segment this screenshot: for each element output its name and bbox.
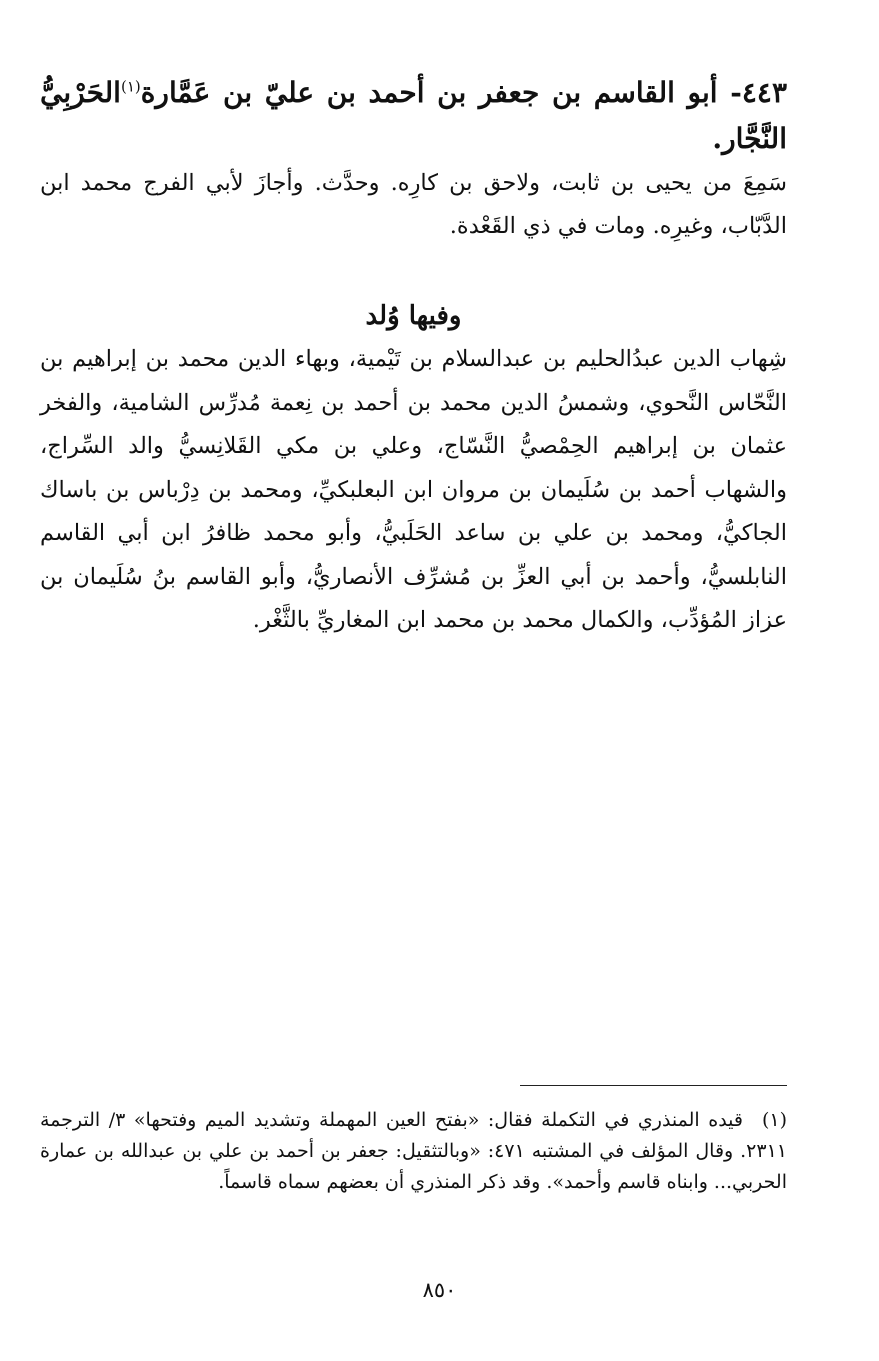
- section-title: وفيها وُلد: [365, 301, 462, 331]
- entry-body: سَمِعَ من يحيى بن ثابت، ولاحق بن كارِه. وحدَّث. وأجازَ لأبي الفرج محمد ابن الدَّبّاب، وغيرِه. ومات في ذي القَعْدة.: [40, 170, 787, 239]
- page-number: ٨٥٠: [422, 1278, 457, 1302]
- footnote-reference[interactable]: (١): [120, 77, 141, 96]
- section-body: شِهاب الدين عبدُالحليم بن عبدالسلام بن تَيْمية، وبهاء الدين محمد بن إبراهيم بن النَّحّاس النَّحوي، وشمسُ الدين محمد بن أحمد بن نِعمة مُدرِّس الشامية، والفخر عثمان بن إبراهيم الحِمْصيُّ النَّسّاج، وعلي بن مكي القَلانِسيُّ والد السِّراج، والشهاب أحمد بن سُلَيمان بن مروان ابن البعلبكيِّ، ومحمد بن دِرْباس بن باساك الجاكيُّ، ومحمد بن علي بن ساعد الحَلَبيُّ، وأبو محمد ظافرُ ابن أبي القاسم النابلسيُّ، وأحمد بن أبي العزِّ بن مُشرِّف الأنصاريُّ، وأبو القاسم بنُ سُلَيمان بن عزاز المُؤدِّب، والكمال محمد بن محمد ابن المغاريِّ بالثَّغْر.: [40, 346, 787, 633]
- footnote: [40, 1105, 787, 1198]
- entry-heading-nisba: الحَرْبِيُّ النَّجَّار.: [40, 76, 787, 155]
- footnote-text: قيده المنذري في التكملة فقال: «بفتح العين المهملة وتشديد الميم وفتحها» ٣/ الترجمة ٢٣١١. وقال المؤلف في المشتبه ٤٧١: «وبالتثقيل: جعفر بن أحمد بن علي بن عبدالله بن عمارة الحربي... وابناه قاسم وأحمد». وقد ذكر المنذري أن بعضهم سماه قاسماً.: [40, 1109, 787, 1193]
- entry-heading-text: ٤٤٣- أبو القاسم بن جعفر بن أحمد بن عليّ بن عَمَّارة: [140, 76, 787, 109]
- biography-entry: [40, 70, 787, 248]
- footnote-divider: [520, 1085, 787, 1086]
- entry-heading: [40, 70, 787, 162]
- footnote-marker: (١): [761, 1109, 787, 1131]
